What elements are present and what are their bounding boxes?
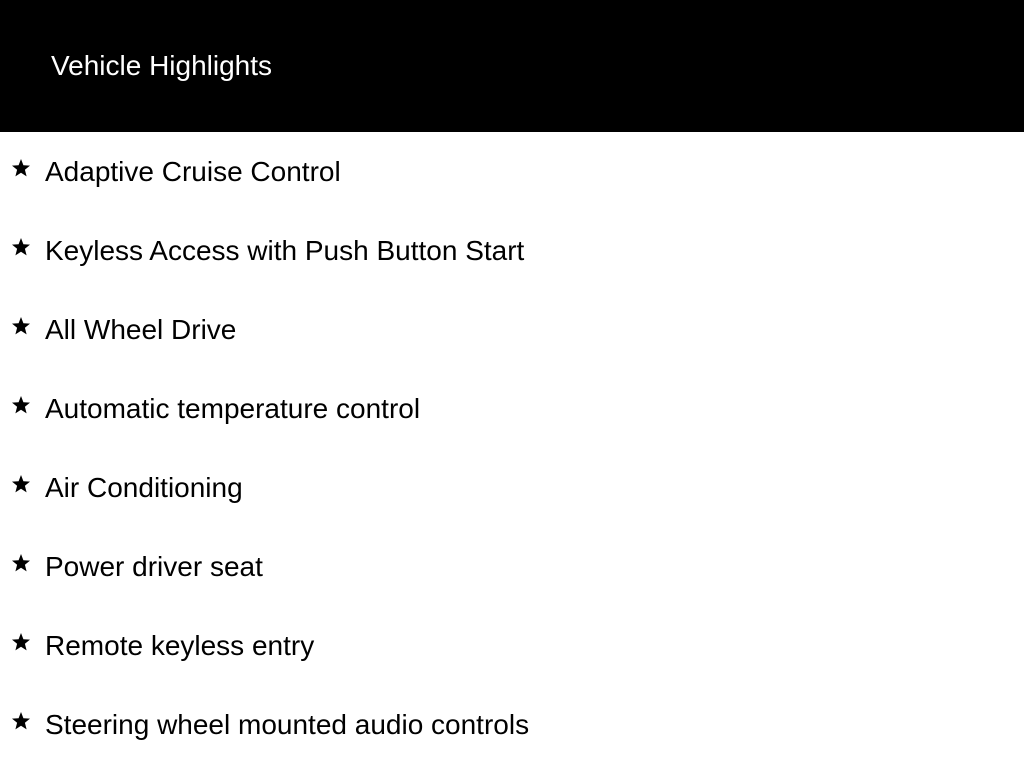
- list-item: [0, 211, 1024, 290]
- feature-label: Steering wheel mounted audio controls: [45, 709, 530, 740]
- list-item: [0, 132, 1024, 211]
- list-item: [0, 369, 1024, 448]
- feature-label: Air Conditioning: [45, 472, 243, 503]
- star-icon: [11, 553, 31, 573]
- feature-label: Keyless Access with Push Button Start: [45, 235, 525, 266]
- vehicle-highlights-list: [0, 132, 1024, 764]
- list-item: [0, 606, 1024, 685]
- star-icon: [11, 237, 31, 257]
- feature-label: Adaptive Cruise Control: [45, 156, 341, 187]
- star-icon: [11, 711, 31, 731]
- feature-label: Remote keyless entry: [45, 630, 315, 661]
- feature-label: All Wheel Drive: [45, 314, 237, 345]
- feature-label: Automatic temperature control: [45, 393, 421, 424]
- star-icon: [11, 158, 31, 178]
- star-icon: [11, 395, 31, 415]
- list-item: [0, 527, 1024, 606]
- star-icon: [11, 474, 31, 494]
- list-item: [0, 448, 1024, 527]
- list-item: [0, 290, 1024, 369]
- page-title: Vehicle Highlights: [51, 50, 273, 81]
- star-icon: [11, 632, 31, 652]
- header-bar: [0, 0, 1024, 132]
- list-item: [0, 685, 1024, 764]
- feature-label: Power driver seat: [45, 551, 263, 582]
- star-icon: [11, 316, 31, 336]
